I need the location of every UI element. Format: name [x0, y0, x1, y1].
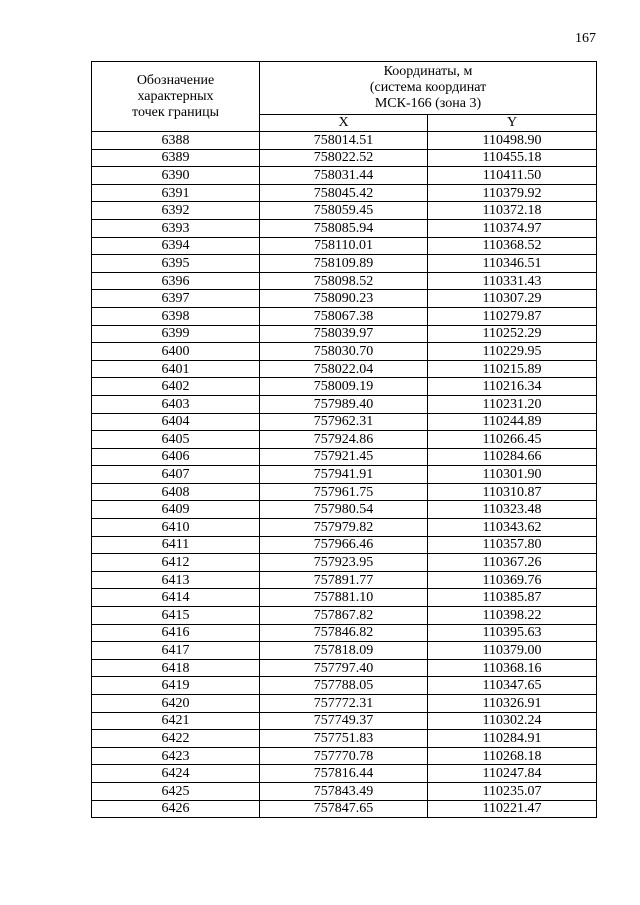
x-coordinate-cell: 757962.31 [260, 413, 428, 431]
x-coordinate-cell: 757749.37 [260, 712, 428, 730]
y-coordinate-cell: 110411.50 [428, 167, 597, 185]
y-coordinate-cell: 110498.90 [428, 132, 597, 150]
x-coordinate-cell: 757797.40 [260, 659, 428, 677]
x-coordinate-cell: 757751.83 [260, 730, 428, 748]
x-coordinate-cell: 758045.42 [260, 184, 428, 202]
point-id-cell: 6423 [92, 747, 260, 765]
x-coordinate-cell: 758030.70 [260, 343, 428, 361]
y-coordinate-cell: 110215.89 [428, 360, 597, 378]
table-row [92, 519, 597, 537]
y-coordinate-cell: 110266.45 [428, 431, 597, 449]
table-row [92, 448, 597, 466]
y-coordinate-cell: 110302.24 [428, 712, 597, 730]
y-coordinate-cell: 110268.18 [428, 747, 597, 765]
page-number: 167 [575, 31, 596, 46]
point-id-cell: 6404 [92, 413, 260, 431]
x-coordinate-cell: 757921.45 [260, 448, 428, 466]
table-row [92, 782, 597, 800]
x-coordinate-cell: 758014.51 [260, 132, 428, 150]
x-coordinate-cell: 758090.23 [260, 290, 428, 308]
x-coordinate-cell: 757818.09 [260, 642, 428, 660]
y-coordinate-cell: 110367.26 [428, 554, 597, 572]
y-coordinate-cell: 110385.87 [428, 589, 597, 607]
x-coordinate-cell: 758109.89 [260, 255, 428, 273]
y-coordinate-cell: 110252.29 [428, 325, 597, 343]
y-coordinate-cell: 110247.84 [428, 765, 597, 783]
x-coordinate-cell: 757770.78 [260, 747, 428, 765]
point-id-cell: 6410 [92, 519, 260, 537]
table-row [92, 290, 597, 308]
table-row [92, 536, 597, 554]
x-coordinate-cell: 757891.77 [260, 571, 428, 589]
y-column-header: Y [428, 115, 597, 132]
point-id-cell: 6411 [92, 536, 260, 554]
x-coordinate-cell: 758067.38 [260, 307, 428, 325]
point-id-cell: 6400 [92, 343, 260, 361]
point-id-cell: 6419 [92, 677, 260, 695]
point-id-cell: 6422 [92, 730, 260, 748]
point-id-cell: 6389 [92, 149, 260, 167]
x-column-header: X [260, 115, 428, 132]
table-row [92, 677, 597, 695]
x-coordinate-cell: 757923.95 [260, 554, 428, 572]
y-coordinate-cell: 110343.62 [428, 519, 597, 537]
table-row [92, 360, 597, 378]
table-row [92, 413, 597, 431]
point-id-cell: 6393 [92, 219, 260, 237]
y-coordinate-cell: 110398.22 [428, 607, 597, 625]
point-id-cell: 6394 [92, 237, 260, 255]
y-coordinate-cell: 110347.65 [428, 677, 597, 695]
point-id-cell: 6396 [92, 272, 260, 290]
x-coordinate-cell: 757989.40 [260, 395, 428, 413]
table-row [92, 219, 597, 237]
x-coordinate-cell: 757966.46 [260, 536, 428, 554]
point-id-cell: 6408 [92, 483, 260, 501]
point-id-cell: 6406 [92, 448, 260, 466]
x-coordinate-cell: 758085.94 [260, 219, 428, 237]
point-id-cell: 6398 [92, 307, 260, 325]
table-row [92, 712, 597, 730]
coordinates-table [91, 61, 597, 818]
x-coordinate-cell: 757846.82 [260, 624, 428, 642]
x-coordinate-cell: 758098.52 [260, 272, 428, 290]
table-row [92, 202, 597, 220]
x-coordinate-cell: 757772.31 [260, 695, 428, 713]
table-row [92, 624, 597, 642]
table-row [92, 659, 597, 677]
point-id-cell: 6425 [92, 782, 260, 800]
y-coordinate-cell: 110231.20 [428, 395, 597, 413]
y-coordinate-cell: 110346.51 [428, 255, 597, 273]
y-coordinate-cell: 110368.52 [428, 237, 597, 255]
table-row [92, 395, 597, 413]
point-header-line: Обозначение [136, 72, 215, 88]
y-coordinate-cell: 110307.29 [428, 290, 597, 308]
point-id-cell: 6390 [92, 167, 260, 185]
y-coordinate-cell: 110229.95 [428, 343, 597, 361]
y-coordinate-cell: 110326.91 [428, 695, 597, 713]
point-id-cell: 6399 [92, 325, 260, 343]
point-id-cell: 6401 [92, 360, 260, 378]
x-coordinate-cell: 758031.44 [260, 167, 428, 185]
coordinates-header [260, 62, 597, 115]
table-row [92, 571, 597, 589]
table-row [92, 589, 597, 607]
table-row [92, 554, 597, 572]
table-body [92, 132, 597, 818]
table-row [92, 167, 597, 185]
table-row [92, 272, 597, 290]
y-coordinate-cell: 110379.92 [428, 184, 597, 202]
table-row [92, 307, 597, 325]
y-coordinate-cell: 110369.76 [428, 571, 597, 589]
y-coordinate-cell: 110310.87 [428, 483, 597, 501]
table-row [92, 378, 597, 396]
point-id-cell: 6405 [92, 431, 260, 449]
x-coordinate-cell: 757941.91 [260, 466, 428, 484]
table-row [92, 501, 597, 519]
point-id-cell: 6415 [92, 607, 260, 625]
x-coordinate-cell: 758039.97 [260, 325, 428, 343]
x-coordinate-cell: 757881.10 [260, 589, 428, 607]
table-row [92, 730, 597, 748]
table-row [92, 343, 597, 361]
y-coordinate-cell: 110235.07 [428, 782, 597, 800]
x-coordinate-cell: 758022.52 [260, 149, 428, 167]
coords-header-line: (система координат [369, 80, 487, 95]
point-id-cell: 6402 [92, 378, 260, 396]
y-coordinate-cell: 110323.48 [428, 501, 597, 519]
table-row [92, 132, 597, 150]
table-row [92, 255, 597, 273]
y-coordinate-cell: 110216.34 [428, 378, 597, 396]
point-id-cell: 6413 [92, 571, 260, 589]
point-id-cell: 6395 [92, 255, 260, 273]
table-row [92, 695, 597, 713]
table-row [92, 431, 597, 449]
y-coordinate-cell: 110368.16 [428, 659, 597, 677]
y-coordinate-cell: 110284.66 [428, 448, 597, 466]
x-coordinate-cell: 757867.82 [260, 607, 428, 625]
point-designation-header [92, 62, 260, 132]
y-coordinate-cell: 110455.18 [428, 149, 597, 167]
y-coordinate-cell: 110372.18 [428, 202, 597, 220]
x-coordinate-cell: 758022.04 [260, 360, 428, 378]
point-id-cell: 6412 [92, 554, 260, 572]
x-coordinate-cell: 757788.05 [260, 677, 428, 695]
x-coordinate-cell: 758009.19 [260, 378, 428, 396]
point-header-line: точек границы [132, 104, 219, 120]
y-coordinate-cell: 110374.97 [428, 219, 597, 237]
point-id-cell: 6391 [92, 184, 260, 202]
coords-header-line: Координаты, м [383, 64, 473, 79]
table-row [92, 483, 597, 501]
point-id-cell: 6424 [92, 765, 260, 783]
table-header [92, 62, 597, 132]
y-coordinate-cell: 110301.90 [428, 466, 597, 484]
table-row [92, 765, 597, 783]
x-coordinate-cell: 757961.75 [260, 483, 428, 501]
point-header-line: характерных [137, 88, 214, 104]
point-id-cell: 6418 [92, 659, 260, 677]
table-row [92, 184, 597, 202]
point-id-cell: 6414 [92, 589, 260, 607]
x-coordinate-cell: 758059.45 [260, 202, 428, 220]
table-row [92, 747, 597, 765]
coords-header-line: МСК-166 (зона 3) [374, 96, 482, 111]
table-row [92, 607, 597, 625]
x-coordinate-cell: 757980.54 [260, 501, 428, 519]
y-coordinate-cell: 110279.87 [428, 307, 597, 325]
table-row [92, 642, 597, 660]
y-coordinate-cell: 110395.63 [428, 624, 597, 642]
point-id-cell: 6421 [92, 712, 260, 730]
point-id-cell: 6388 [92, 132, 260, 150]
x-coordinate-cell: 757847.65 [260, 800, 428, 818]
table-row [92, 237, 597, 255]
y-coordinate-cell: 110331.43 [428, 272, 597, 290]
point-id-cell: 6420 [92, 695, 260, 713]
point-id-cell: 6392 [92, 202, 260, 220]
x-coordinate-cell: 757979.82 [260, 519, 428, 537]
y-coordinate-cell: 110357.80 [428, 536, 597, 554]
x-coordinate-cell: 757816.44 [260, 765, 428, 783]
table-row [92, 466, 597, 484]
x-coordinate-cell: 757843.49 [260, 782, 428, 800]
point-id-cell: 6397 [92, 290, 260, 308]
table-row [92, 800, 597, 818]
y-coordinate-cell: 110284.91 [428, 730, 597, 748]
x-coordinate-cell: 758110.01 [260, 237, 428, 255]
y-coordinate-cell: 110379.00 [428, 642, 597, 660]
point-id-cell: 6407 [92, 466, 260, 484]
table-row [92, 325, 597, 343]
y-coordinate-cell: 110221.47 [428, 800, 597, 818]
point-id-cell: 6417 [92, 642, 260, 660]
point-id-cell: 6426 [92, 800, 260, 818]
table-row [92, 149, 597, 167]
point-id-cell: 6409 [92, 501, 260, 519]
x-coordinate-cell: 757924.86 [260, 431, 428, 449]
point-id-cell: 6403 [92, 395, 260, 413]
y-coordinate-cell: 110244.89 [428, 413, 597, 431]
point-id-cell: 6416 [92, 624, 260, 642]
